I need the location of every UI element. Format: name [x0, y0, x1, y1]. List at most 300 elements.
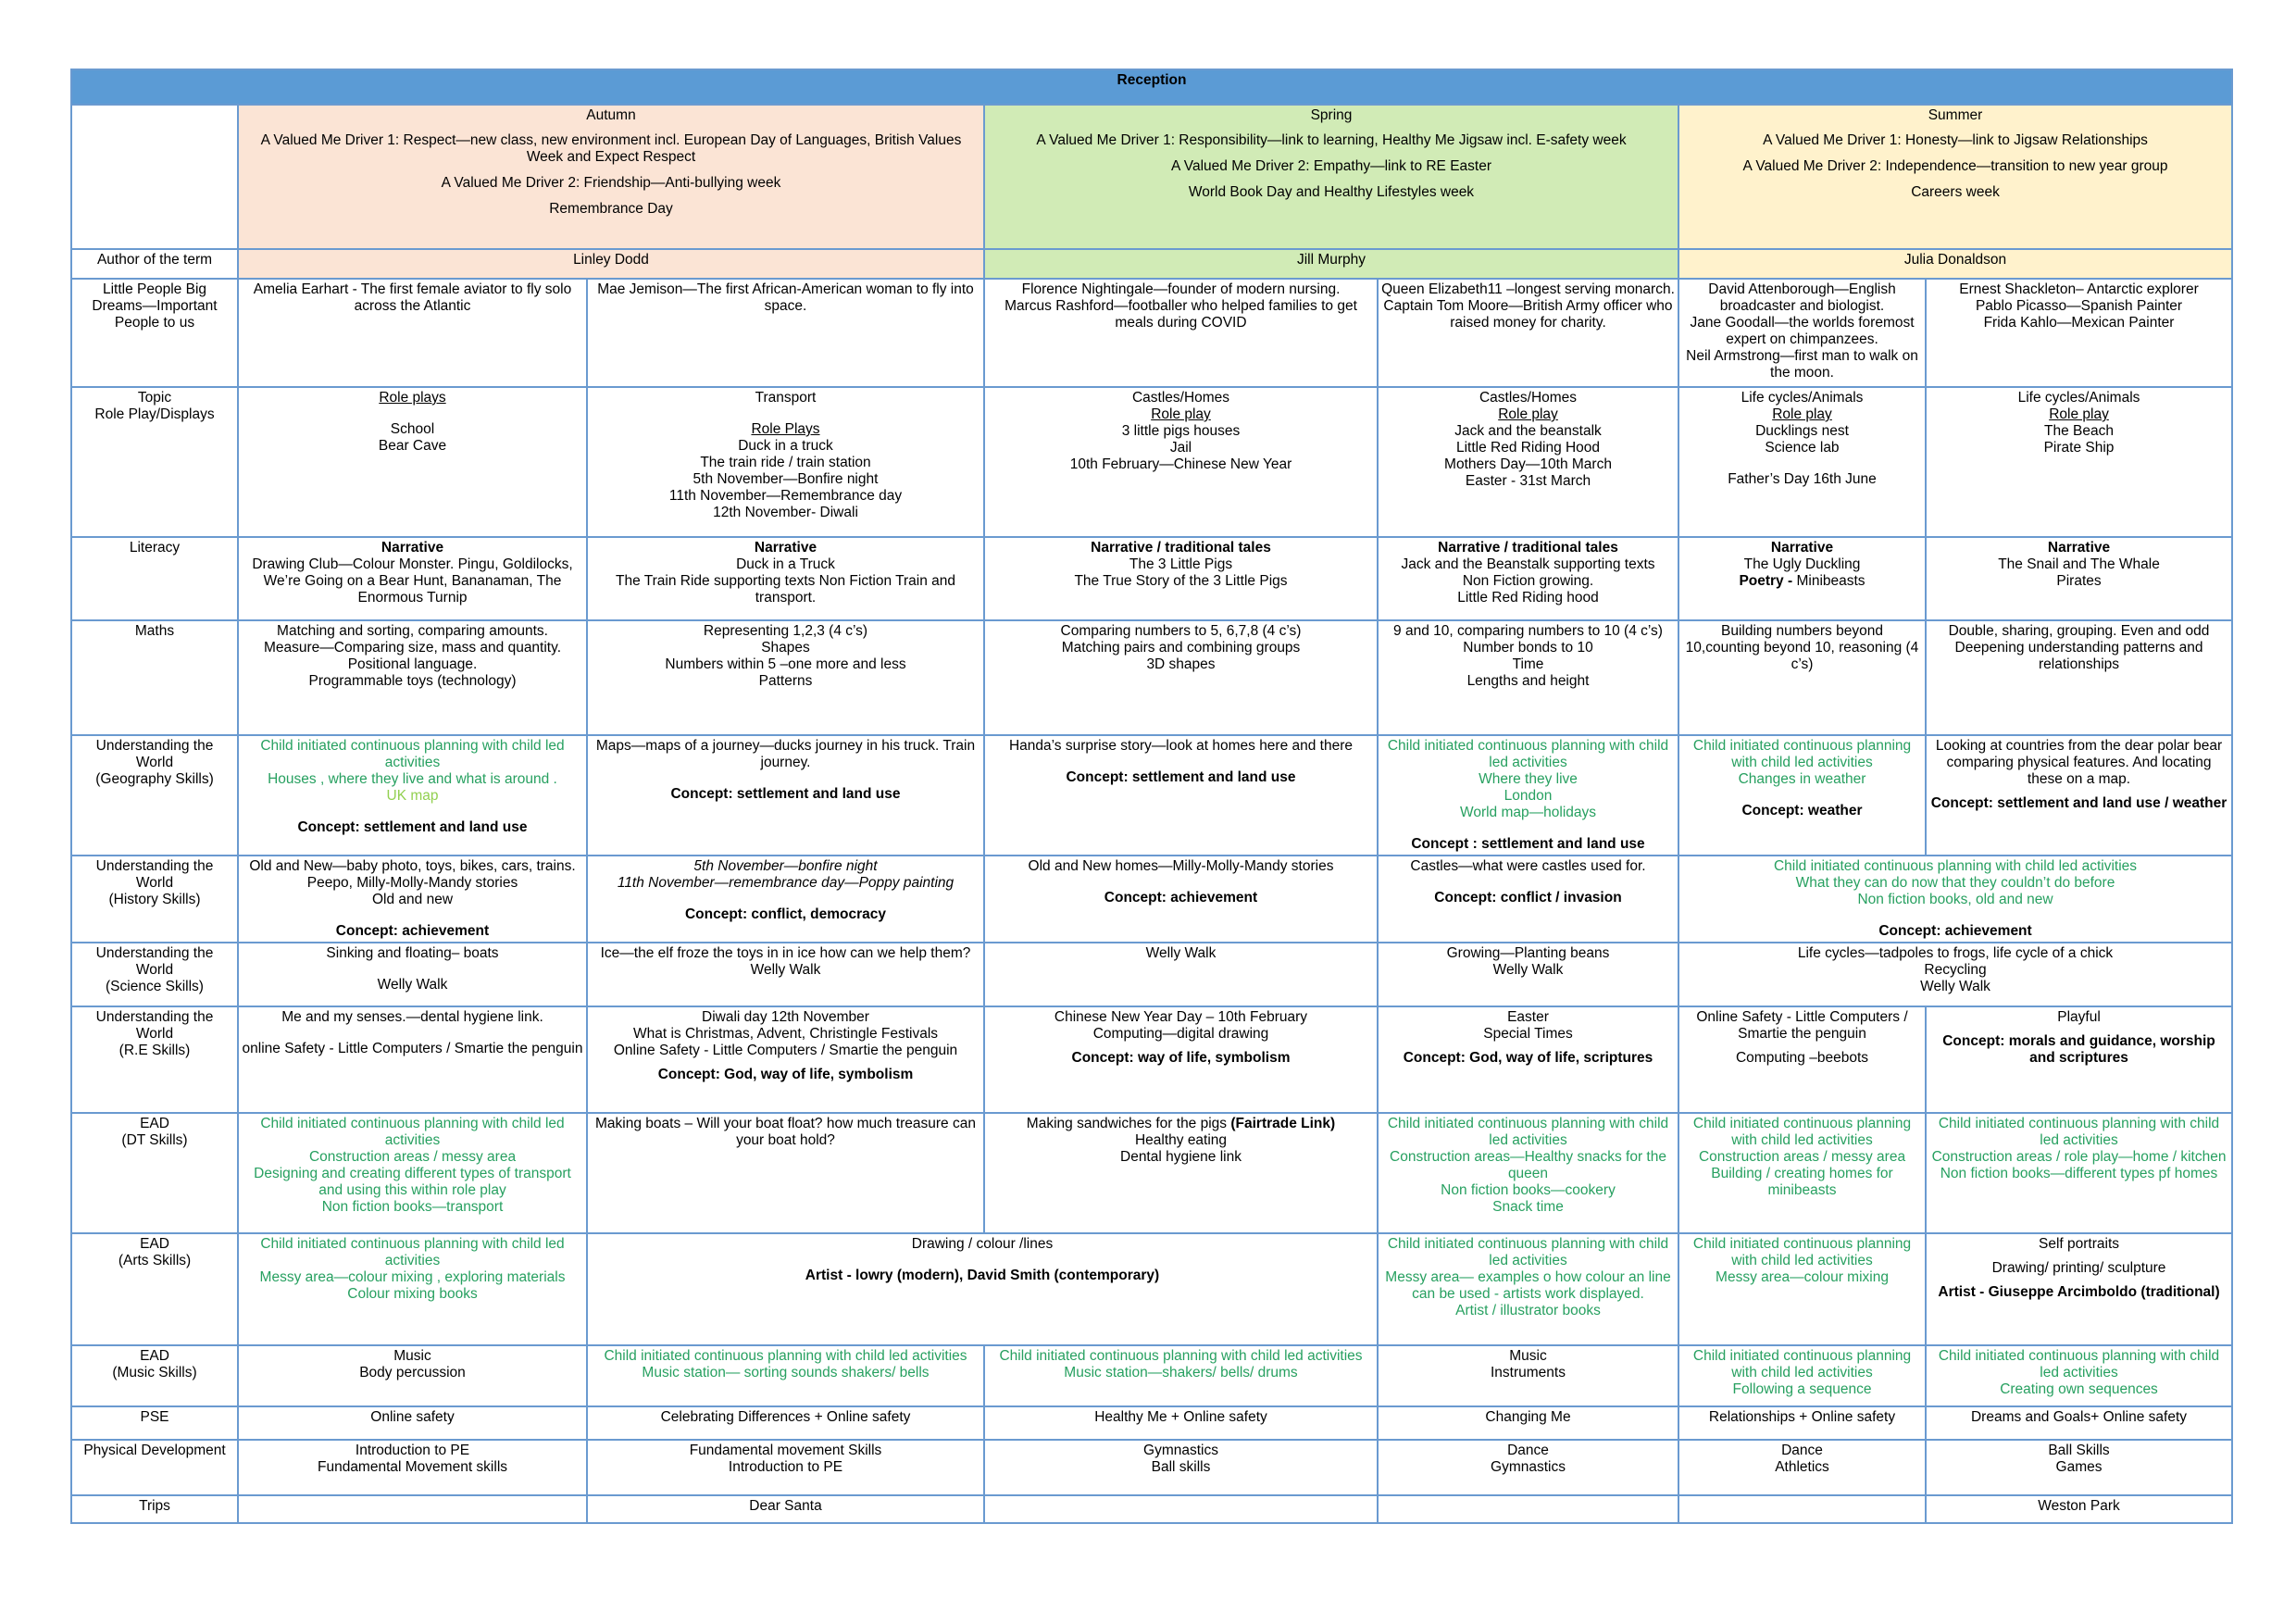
cell-text: What they can do now that they couldn’t do before [1795, 875, 2115, 891]
cell-text: Shapes [761, 640, 810, 656]
row-label-people [71, 279, 238, 387]
maths-cell-1 [238, 620, 587, 735]
role-play-heading: Role play [1151, 406, 1211, 422]
author-row [71, 249, 2232, 279]
concept-text: Concept : settlement and land use [1411, 836, 1645, 852]
cell-text: Child initiated continuous planning with child led activities [1692, 1116, 1912, 1148]
cell-text: Amelia Earhart - The first female aviator to fly solo across the Atlantic [253, 281, 572, 314]
concept-text: Concept: settlement and land use [670, 786, 901, 802]
cell-text: Welly Walk [377, 977, 448, 993]
table-row-topic [71, 387, 2232, 537]
cell-text: Mothers Day—10th March [1444, 456, 1612, 472]
cell-text: Diwali day 12th November [702, 1009, 869, 1025]
science-cell-4 [1378, 943, 1678, 1006]
summer-driver-2: A Valued Me Driver 2: Independence—transition to new year group [1742, 158, 2168, 174]
topic-title: Castles/Homes [1479, 390, 1578, 406]
spring-header [984, 105, 1678, 249]
cell-text: Child initiated continuous planning with child led activities [1938, 1116, 2220, 1148]
role-play-heading: Role play [2049, 406, 2109, 422]
role-play-heading: Role play [1772, 406, 1832, 422]
autumn-driver-1: A Valued Me Driver 1: Respect—new class, new environment incl. European Day of Languages, British Values Week and Expect Respect [260, 132, 962, 165]
summer-event: Careers week [1911, 184, 2000, 200]
cell-text: Child initiated continuous planning with child led activities [1938, 1348, 2220, 1380]
cell-text: 3D shapes [1146, 656, 1216, 672]
row-label-literacy: Literacy [71, 537, 238, 620]
concept-text: Concept: way of life, symbolism [1071, 1050, 1291, 1066]
cell-text: 10th February—Chinese New Year [1069, 456, 1292, 472]
cell-text: Gymnastics [1491, 1459, 1566, 1475]
cell-text: 5th November—bonfire night [693, 858, 878, 874]
cell-text: Building / creating homes for minibeasts [1711, 1166, 1893, 1198]
cell-text: Number bonds to 10 [1463, 640, 1593, 656]
cell-text: Recycling [1924, 962, 1987, 978]
history-cell-1 [238, 856, 587, 943]
summer-driver-1: A Valued Me Driver 1: Honesty—link to Jigsaw Relationships [1763, 132, 2148, 148]
role-play-heading: Role play [1498, 406, 1558, 422]
cell-text: Old and New homes—Milly-Molly-Mandy stories [1028, 858, 1334, 874]
cell-text: Child initiated continuous planning with child led activities [1692, 1348, 1912, 1380]
label-line: World [135, 1026, 174, 1042]
cell-text: Construction areas—Healthy snacks for the queen [1390, 1149, 1666, 1181]
row-label-arts [71, 1233, 238, 1345]
role-play-heading: Role plays [379, 390, 446, 406]
cell-text: UK map [386, 788, 439, 804]
label-line: (DT Skills) [121, 1132, 188, 1148]
curriculum-table [70, 69, 2233, 1524]
re-cell-1 [238, 1006, 587, 1113]
literacy-cell-5 [1678, 537, 1926, 620]
cell-text: Duck in a truck [738, 438, 833, 454]
music-cell-4 [1378, 1345, 1678, 1406]
table-row-dt [71, 1113, 2232, 1233]
role-play-heading: Role Plays [751, 421, 820, 437]
table-row-geography [71, 735, 2232, 856]
concept-text: Concept: settlement and land use [1066, 769, 1296, 785]
summer-author: Julia Donaldson [1678, 249, 2232, 279]
topic-cell-1 [238, 387, 587, 537]
cell-text: 3 little pigs houses [1121, 423, 1241, 439]
cell-text: Non Fiction growing. [1462, 573, 1594, 589]
maths-cell-6 [1926, 620, 2232, 735]
cell-text: Pirates [2056, 573, 2102, 589]
blank-corner-cell [71, 105, 238, 249]
literacy-cell-6 [1926, 537, 2232, 620]
cell-text: Introduction to PE [728, 1459, 843, 1475]
cell-text: Building numbers beyond 10,counting beyond 10, reasoning (4 c’s) [1685, 623, 1919, 672]
cell-text: The True Story of the 3 Little Pigs [1074, 573, 1288, 589]
table-row-arts [71, 1233, 2232, 1345]
science-cell-3 [984, 943, 1378, 1006]
cell-text: Mae Jemison—The first African-American woman to fly into space. [597, 281, 974, 314]
pd-cell-2 [587, 1440, 984, 1495]
artist-text: Artist - lowry (modern), David Smith (contemporary) [805, 1268, 1160, 1283]
label-line: (History Skills) [108, 892, 201, 907]
re-cell-2 [587, 1006, 984, 1113]
literacy-cell-3 [984, 537, 1378, 620]
cell-text: Creating own sequences [2000, 1381, 2158, 1397]
row-label-maths: Maths [71, 620, 238, 735]
row-label-dt [71, 1113, 238, 1233]
cell-text: The 3 Little Pigs [1129, 556, 1233, 572]
topic-cell-3 [984, 387, 1378, 537]
table-row-re [71, 1006, 2232, 1113]
cell-text: Fundamental movement Skills [689, 1443, 882, 1458]
cell-text: Houses , where they live and what is around . [268, 771, 557, 787]
table-row-people [71, 279, 2232, 387]
cell-text: Frida Kahlo—Mexican Painter [1983, 315, 2175, 331]
people-cell-2 [587, 279, 984, 387]
cell-text: Looking at countries from the dear polar bear comparing physical features. And locating these on a map. [1935, 738, 2223, 787]
concept-text: Concept: conflict, democracy [684, 906, 887, 922]
cell-text: Music station— sorting sounds shakers/ bells [642, 1365, 930, 1380]
cell-text: The Snail and The Whale [1998, 556, 2160, 572]
cell-text: Little Red Riding Hood [1455, 440, 1601, 456]
cell-text: Programmable toys (technology) [308, 673, 517, 689]
label-line: World [135, 962, 174, 978]
trips-cell-1 [238, 1495, 587, 1523]
cell-text: Online Safety - Little Computers / Smartie the penguin [613, 1043, 958, 1058]
cell-text: Ernest Shackleton– Antarctic explorer [1959, 281, 2199, 297]
cell-text: The Ugly Duckling [1743, 556, 1861, 572]
concept-text: Concept: morals and guidance, worship and scriptures [1942, 1033, 2215, 1066]
cell-text: Child initiated continuous planning with child led activities [1387, 738, 1669, 770]
label-line: EAD [140, 1116, 169, 1131]
music-cell-5 [1678, 1345, 1926, 1406]
cell-text: 9 and 10, comparing numbers to 10 (4 c’s) [1393, 623, 1663, 639]
label-line: World [135, 875, 174, 891]
dt-cell-3 [984, 1113, 1378, 1233]
label-line: EAD [140, 1236, 169, 1252]
cell-text: Where they live [1479, 771, 1578, 787]
cell-text: Neil Armstrong—first man to walk on the moon. [1686, 348, 1918, 381]
row-label-re [71, 1006, 238, 1113]
maths-cell-3 [984, 620, 1378, 735]
cell-text: Marcus Rashford—footballer who helped families to get meals during COVID [1004, 298, 1357, 331]
science-cell-2 [587, 943, 984, 1006]
cell-text: Non fiction books, old and new [1857, 892, 2053, 907]
cell-text: Sinking and floating– boats [326, 945, 499, 961]
label-line: Understanding the [95, 858, 214, 874]
cell-text: Changes in weather [1738, 771, 1866, 787]
pse-cell-3: Healthy Me + Online safety [984, 1406, 1378, 1440]
autumn-event: Remembrance Day [549, 201, 673, 217]
spring-author: Jill Murphy [984, 249, 1678, 279]
cell-text: Easter - 31st March [1465, 473, 1591, 489]
cell-heading: Narrative / traditional tales [1091, 540, 1271, 556]
cell-text: Matching and sorting, comparing amounts. [277, 623, 548, 639]
cell-text: Duck in a Truck [736, 556, 835, 572]
cell-text: Making boats – Will your boat float? how much treasure can your boat hold? [595, 1116, 976, 1148]
cell-text: Dental hygiene link [1120, 1149, 1242, 1165]
re-cell-5 [1678, 1006, 1926, 1113]
cell-text: Welly Walk [750, 962, 821, 978]
cell-heading: Narrative [754, 540, 817, 556]
cell-text: School [390, 421, 435, 437]
table-row-pse [71, 1406, 2232, 1440]
literacy-cell-1 [238, 537, 587, 620]
row-label-history [71, 856, 238, 943]
people-cell-1 [238, 279, 587, 387]
cell-text: Dance [1507, 1443, 1549, 1458]
row-label-trips: Trips [71, 1495, 238, 1523]
maths-cell-5 [1678, 620, 1926, 735]
cell-text: Growing—Planting beans [1446, 945, 1610, 961]
cell-text: Following a sequence [1732, 1381, 1872, 1397]
cell-text: Healthy eating [1134, 1132, 1228, 1148]
cell-text: Messy area—colour mixing , exploring materials [259, 1269, 566, 1285]
cell-heading: Narrative [1770, 540, 1834, 556]
topic-title: Transport [755, 390, 817, 406]
topic-title: Life cycles/Animals [2017, 390, 2140, 406]
geography-cell-4 [1378, 735, 1678, 856]
science-cell-summer [1678, 943, 2232, 1006]
cell-text: Child initiated continuous planning with child led activities [1692, 1236, 1912, 1268]
cell-text: Old and New—baby photo, toys, bikes, cars, trains. Peepo, Milly-Molly-Mandy stories [249, 858, 576, 891]
cell-text: Positional language. [347, 656, 478, 672]
cell-text: Computing –beebots [1735, 1050, 1869, 1066]
cell-text: Comparing numbers to 5, 6,7,8 (4 c’s) [1060, 623, 1302, 639]
cell-text: Introduction to PE [355, 1443, 470, 1458]
cell-text: Castles—what were castles used for. [1410, 858, 1646, 874]
label-line: (Arts Skills) [118, 1253, 192, 1268]
cell-text: Me and my senses.—dental hygiene link. [281, 1009, 543, 1025]
cell-text: Matching pairs and combining groups [1061, 640, 1301, 656]
table-row-history [71, 856, 2232, 943]
arts-cell-autumn-spring [587, 1233, 1378, 1345]
summer-title: Summer [1928, 107, 1983, 123]
cell-text-part: Making sandwiches for the pigs [1026, 1116, 1231, 1131]
row-label-geography [71, 735, 238, 856]
re-cell-3 [984, 1006, 1378, 1113]
geography-cell-1 [238, 735, 587, 856]
cell-text: Life cycles—tadpoles to frogs, life cycle of a chick [1797, 945, 2114, 961]
cell-text: Non fiction books—different types pf homes [1940, 1166, 2218, 1181]
music-cell-6 [1926, 1345, 2232, 1406]
trips-cell-3 [984, 1495, 1378, 1523]
maths-cell-4 [1378, 620, 1678, 735]
cell-text: Fundamental Movement skills [317, 1459, 508, 1475]
cell-text [988, 1116, 1374, 1132]
topic-cell-6 [1926, 387, 2232, 537]
cell-text: Games [2055, 1459, 2103, 1475]
concept-text: Concept: achievement [1104, 890, 1258, 906]
cell-text: Pablo Picasso—Spanish Painter [1975, 298, 2183, 314]
cell-heading: Narrative [2047, 540, 2111, 556]
autumn-author: Linley Dodd [238, 249, 984, 279]
concept-text: Concept: settlement and land use [297, 819, 528, 835]
geography-cell-5 [1678, 735, 1926, 856]
cell-text: Time [1512, 656, 1544, 672]
history-cell-4 [1378, 856, 1678, 943]
cell-text: Instruments [1491, 1365, 1566, 1380]
row-label-topic [71, 387, 238, 537]
pd-cell-6 [1926, 1440, 2232, 1495]
cell-text: Representing 1,2,3 (4 c’s) [703, 623, 868, 639]
topic-cell-5 [1678, 387, 1926, 537]
music-cell-2 [587, 1345, 984, 1406]
dt-cell-2 [587, 1113, 984, 1233]
title-row [71, 69, 2232, 105]
dt-cell-6 [1926, 1113, 2232, 1233]
topic-title: Castles/Homes [1131, 390, 1230, 406]
table-title: Reception [71, 69, 2232, 105]
table-row-science [71, 943, 2232, 1006]
row-label-science [71, 943, 238, 1006]
cell-heading: Narrative / traditional tales [1438, 540, 1618, 556]
trips-cell-4 [1378, 1495, 1678, 1523]
table-row-maths [71, 620, 2232, 735]
label-line: People to us [114, 315, 195, 331]
maths-cell-2 [587, 620, 984, 735]
cell-text: Construction areas / messy area [1698, 1149, 1906, 1165]
spring-driver-1: A Valued Me Driver 1: Responsibility—link to learning, Healthy Me Jigsaw incl. E-safety week [1036, 132, 1627, 148]
cell-text: Double, sharing, grouping. Even and odd [1948, 623, 2210, 639]
cell-text: Music station—shakers/ bells/ drums [1064, 1365, 1298, 1380]
topic-cell-4 [1378, 387, 1678, 537]
poetry-label: Poetry - [1739, 573, 1793, 589]
geography-cell-3 [984, 735, 1378, 856]
cell-text: 5th November—Bonfire night [693, 471, 879, 487]
cell-text: Messy area—colour mixing [1716, 1269, 1889, 1285]
cell-text: Child initiated continuous planning with child led activities [1773, 858, 2138, 874]
cell-text: Music [393, 1348, 431, 1364]
label-line: Understanding the [95, 738, 214, 754]
spring-event: World Book Day and Healthy Lifestyles week [1188, 184, 1475, 200]
cell-text: Snack time [1492, 1199, 1564, 1215]
cell-text: Child initiated continuous planning with child led activities [999, 1348, 1363, 1364]
table-row-literacy [71, 537, 2232, 620]
dt-cell-1 [238, 1113, 587, 1233]
re-cell-4 [1378, 1006, 1678, 1113]
music-cell-1 [238, 1345, 587, 1406]
label-line: Topic [137, 390, 172, 406]
geography-cell-2 [587, 735, 984, 856]
artist-text: Artist - Giuseppe Arcimboldo (traditional) [1938, 1284, 2220, 1300]
cell-text: Welly Walk [1492, 962, 1564, 978]
cell-text: Child initiated continuous planning with child led activities [1387, 1116, 1669, 1148]
cell-text: What is Christmas, Advent, Christingle Festivals [632, 1026, 939, 1042]
cell-text: Self portraits [2039, 1236, 2120, 1252]
music-cell-3 [984, 1345, 1378, 1406]
cell-text: World map—holidays [1459, 805, 1597, 820]
cell-text: Florence Nightingale—founder of modern nursing. [1021, 281, 1341, 297]
poetry-text: Minibeasts [1792, 573, 1866, 589]
spring-driver-2: A Valued Me Driver 2: Empathy—link to RE Easter [1170, 158, 1492, 174]
cell-text: Child initiated continuous planning with child led activities [260, 738, 565, 770]
cell-text: Jane Goodall—the worlds foremost expert on chimpanzees. [1690, 315, 1915, 347]
cell-text: Non fiction books—cookery [1441, 1182, 1616, 1198]
arts-cell-1 [238, 1233, 587, 1345]
pse-cell-4: Changing Me [1378, 1406, 1678, 1440]
row-label-physical: Physical Development [71, 1440, 238, 1495]
arts-cell-4 [1378, 1233, 1678, 1345]
cell-text: David Attenborough—English broadcaster and biologist. [1708, 281, 1896, 314]
cell-text: Designing and creating different types of transport and using this within role play [254, 1166, 571, 1198]
people-cell-5 [1678, 279, 1926, 387]
label-line: Understanding the [95, 945, 214, 961]
history-cell-2 [587, 856, 984, 943]
history-cell-summer [1678, 856, 2232, 943]
topic-title: Life cycles/Animals [1741, 390, 1864, 406]
cell-text: Ball skills [1151, 1459, 1211, 1475]
concept-text: Concept: achievement [1878, 923, 2032, 939]
cell-text: The Train Ride supporting texts Non Fiction Train and transport. [615, 573, 956, 606]
cell-text: Special Times [1483, 1026, 1573, 1042]
row-label-pse: PSE [71, 1406, 238, 1440]
cell-text: Child initiated continuous planning with child led activities [604, 1348, 967, 1364]
row-label-music [71, 1345, 238, 1406]
cell-text: Science lab [1765, 440, 1840, 456]
cell-text: Jack and the beanstalk [1454, 423, 1602, 439]
cell-text: Non fiction books—transport [321, 1199, 504, 1215]
table-row-physical [71, 1440, 2232, 1495]
cell-text: Construction areas / messy area [308, 1149, 517, 1165]
cell-text: Welly Walk [1920, 979, 1990, 994]
cell-text: Queen Elizabeth11 –longest serving monarch. [1381, 281, 1675, 297]
cell-text: online Safety - Little Computers / Smartie the penguin [242, 1041, 583, 1056]
table-row-trips [71, 1495, 2232, 1523]
cell-text: Numbers within 5 –one more and less [665, 656, 906, 672]
cell-text: Welly Walk [1145, 945, 1217, 961]
autumn-driver-2: A Valued Me Driver 2: Friendship—Anti-bullying week [441, 175, 781, 191]
re-cell-6 [1926, 1006, 2232, 1113]
cell-text: The Beach [2044, 423, 2114, 439]
cell-text: Ducklings nest [1755, 423, 1849, 439]
cell-text: Child initiated continuous planning with child led activities [260, 1116, 565, 1148]
label-line: (Science Skills) [106, 979, 204, 994]
cell-text: Old and new [371, 892, 454, 907]
concept-text: Concept: weather [1741, 803, 1863, 818]
summer-header [1678, 105, 2232, 249]
table-row-music [71, 1345, 2232, 1406]
cell-text: Ice—the elf froze the toys in in ice how can we help them? [600, 945, 971, 961]
label-line: Little People Big [102, 281, 207, 297]
trips-cell-5 [1678, 1495, 1926, 1523]
people-cell-4 [1378, 279, 1678, 387]
author-label: Author of the term [71, 249, 238, 279]
pd-cell-5 [1678, 1440, 1926, 1495]
cell-text: Maps—maps of a journey—ducks journey in his truck. Train journey. [595, 738, 976, 770]
literacy-cell-4 [1378, 537, 1678, 620]
pd-cell-3 [984, 1440, 1378, 1495]
history-cell-3 [984, 856, 1378, 943]
cell-text: Ball Skills [2048, 1443, 2110, 1458]
cell-text: Drawing/ printing/ sculpture [1991, 1260, 2166, 1276]
cell-text: Artist / illustrator books [1455, 1303, 1601, 1318]
cell-text: Music [1509, 1348, 1547, 1364]
cell-text: Drawing Club—Colour Monster. Pingu, Goldilocks, We’re Going on a Bear Hunt, Bananaman, The Enormous Turnip [252, 556, 573, 606]
label-line: Role Play/Displays [94, 406, 215, 422]
arts-cell-6 [1926, 1233, 2232, 1345]
cell-text: Captain Tom Moore—British Army officer who raised money for charity. [1383, 298, 1673, 331]
cell-text: Child initiated continuous planning with child led activities [1387, 1236, 1669, 1268]
trips-cell-2: Dear Santa [587, 1495, 984, 1523]
dt-cell-5 [1678, 1113, 1926, 1233]
cell-text: Gymnastics [1143, 1443, 1218, 1458]
cell-text: Computing—digital drawing [1092, 1026, 1269, 1042]
cell-text: Colour mixing books [347, 1286, 478, 1302]
autumn-header [238, 105, 984, 249]
cell-text: Dance [1781, 1443, 1823, 1458]
cell-text: Jack and the Beanstalk supporting texts [1401, 556, 1655, 572]
label-line: EAD [140, 1348, 169, 1364]
spring-title: Spring [1310, 107, 1353, 123]
arts-cell-5 [1678, 1233, 1926, 1345]
season-row [71, 105, 2232, 249]
cell-text: Bear Cave [378, 438, 447, 454]
cell-text: 11th November—Remembrance day [668, 488, 903, 504]
pd-cell-4 [1378, 1440, 1678, 1495]
